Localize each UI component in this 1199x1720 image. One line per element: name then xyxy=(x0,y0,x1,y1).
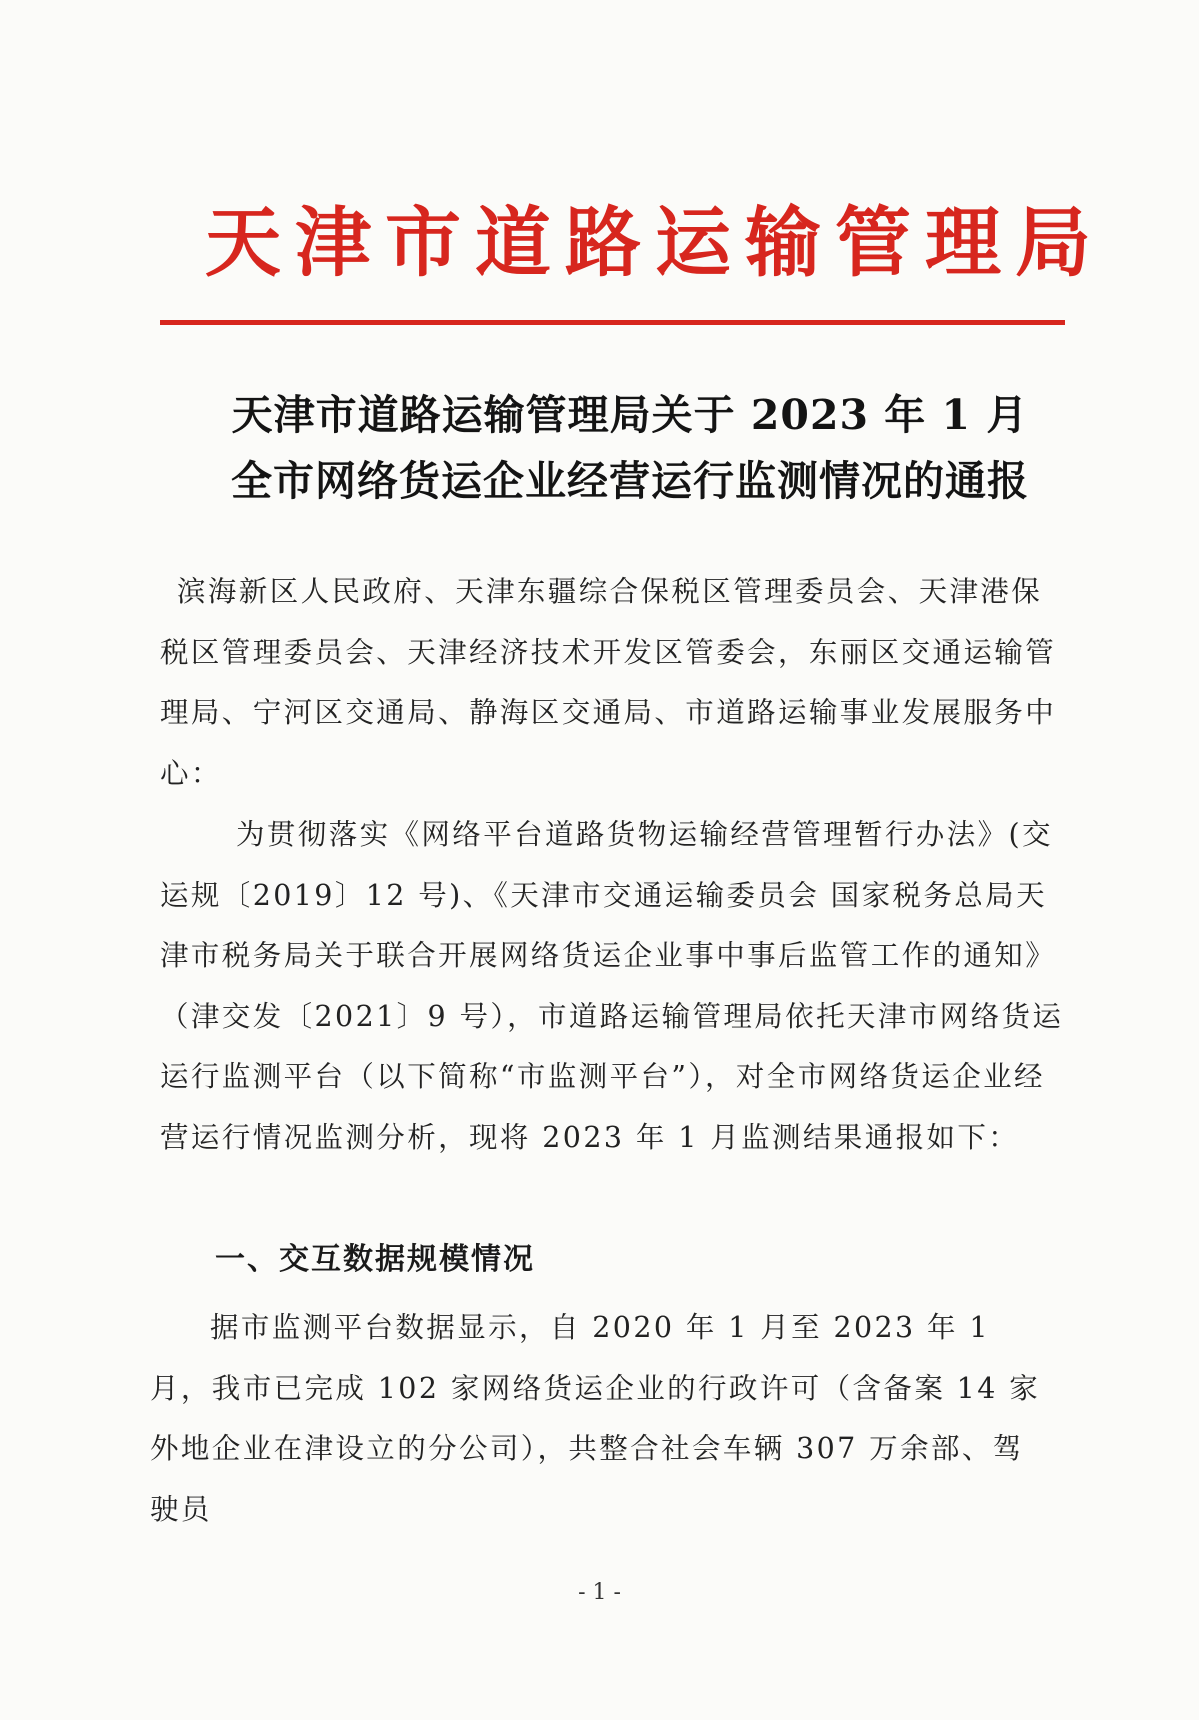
letterhead-red-rule xyxy=(160,320,1065,325)
section-heading: 一、交互数据规模情况 xyxy=(215,1242,535,1277)
document-title-line-2: 全市网络货运企业经营运行监测情况的通报 xyxy=(231,457,1029,505)
section-paragraph: 据市监测平台数据显示，自 2020 年 1 月至 2023 年 1 月，我市已完成 102 家网络货运企业的行政许可（含备案 14 家外地企业在津设立的分公司），共整合社会车辆 307 万余部、驾驶员 xyxy=(150,1311,1041,1526)
letterhead-title: 天津市道路运输管理局 xyxy=(205,198,1105,287)
intro-paragraph: 为贯彻落实《网络平台道路货物运输经营管理暂行办法》(交运规〔2019〕12 号)、《天津市交通运输委员会 国家税务总局天津市税务局关于联合开展网络货运企业事中事后监管工作的通知》（津交发〔2021〕9 号），市道路运输管理局依托天津市网络货运运行监测平台（以下简称“市监测平台”），对全市网络货运企业经营运行情况监测分析，现将 2023 年 1 月监测结果通报如下： xyxy=(160,818,1064,1154)
page-number: - 1 - xyxy=(578,1580,621,1605)
addressee-paragraph: 滨海新区人民政府、天津东疆综合保税区管理委员会、天津港保税区管理委员会、天津经济技术开发区管委会，东丽区交通运输管理局、宁河区交通局、静海区交通局、市道路运输事业发展服务中心： xyxy=(160,575,1057,790)
document-title-line-1: 天津市道路运输管理局关于 2023 年 1 月 xyxy=(231,391,1029,439)
